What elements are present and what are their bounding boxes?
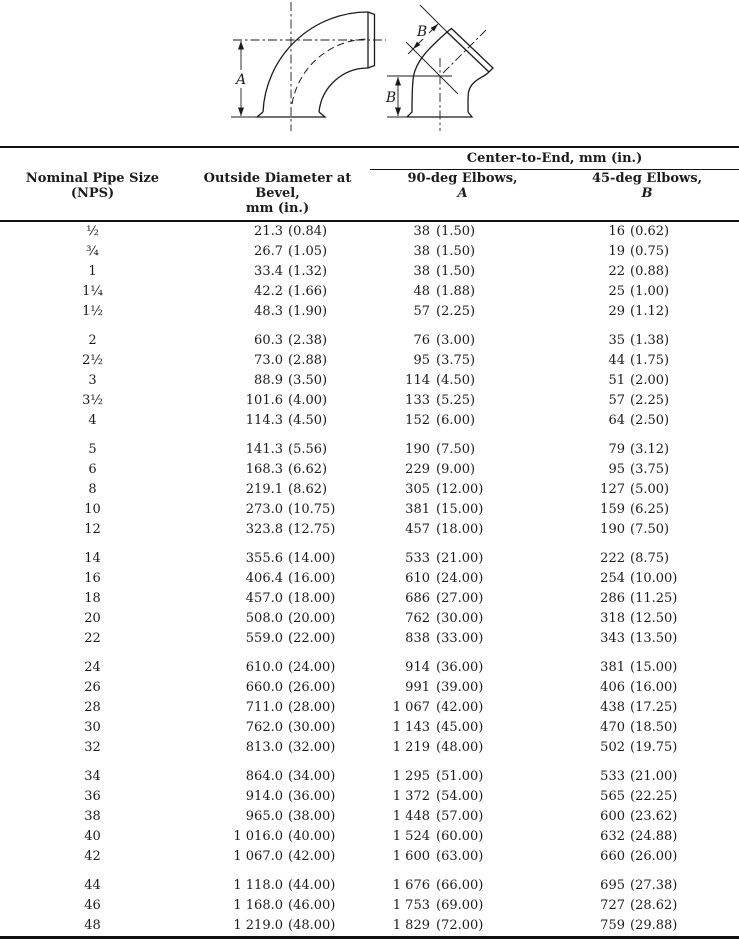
nps-cell: 46 [84, 897, 101, 913]
nps-cell: 3 [88, 372, 97, 388]
header-spacer [0, 147, 370, 170]
center-to-end-header: Center-to-End, mm (in.) [370, 147, 739, 170]
nps-cell: 8 [88, 481, 97, 497]
elbow-45-centerlines [440, 30, 486, 131]
column-header-90deg-line1: 90-deg Elbows, [407, 171, 518, 186]
table-row [0, 827, 739, 847]
od-cell: 914.0 (36.00) [245, 788, 336, 804]
elbow45-cell: 127 (5.00) [600, 481, 670, 497]
nps-cell: 40 [84, 828, 101, 844]
elbow90-cell: 48 (1.88) [413, 283, 476, 299]
column-header-od-line1: Outside Diameter at Bevel, [203, 170, 352, 201]
elbow90-cell: 1 295 (51.00) [392, 768, 484, 784]
elbow90-cell: 533 (21.00) [405, 550, 484, 566]
elbow45-cell: 159 (6.25) [600, 501, 670, 517]
column-header-od [185, 170, 370, 221]
column-header-nps [0, 170, 185, 221]
elbow90-cell: 38 (1.50) [413, 223, 476, 239]
elbow45-cell: 190 (7.50) [600, 521, 670, 537]
elbow45-cell: 727 (28.62) [600, 897, 678, 913]
table-row [0, 629, 739, 649]
table-row [0, 242, 739, 262]
elbow45-cell: 16 (0.62) [608, 223, 670, 239]
elbow90-cell: 1 067 (42.00) [392, 699, 484, 715]
nps-cell: 12 [84, 521, 101, 537]
elbow90-cell: 762 (30.00) [405, 610, 484, 626]
table-body [0, 221, 739, 938]
elbow90-cell: 1 372 (54.00) [392, 788, 484, 804]
elbow90-cell: 133 (5.25) [405, 392, 476, 408]
od-cell: 114.3 (4.50) [245, 412, 328, 428]
od-cell: 559.0 (22.00) [245, 630, 336, 646]
nps-cell: 42 [84, 848, 101, 864]
od-cell: 610.0 (24.00) [245, 659, 336, 675]
od-cell: 101.6 (4.00) [245, 392, 328, 408]
elbow45-cell: 343 (13.50) [600, 630, 678, 646]
od-cell: 42.2 (1.66) [254, 283, 328, 299]
elbow45-cell: 565 (22.25) [600, 788, 678, 804]
elbow45-cell: 95 (3.75) [608, 461, 670, 477]
nps-cell: 2 [88, 332, 97, 348]
elbow45-cell: 22 (0.88) [608, 263, 670, 279]
od-cell: 26.7 (1.05) [254, 243, 328, 259]
od-cell: 33.4 (1.32) [254, 263, 328, 279]
elbow45-cell: 19 (0.75) [608, 243, 670, 259]
elbow90-cell: 610 (24.00) [405, 570, 484, 586]
elbow45-cell: 660 (26.00) [600, 848, 678, 864]
elbow45-cell: 44 (1.75) [608, 352, 670, 368]
elbow45-cell: 759 (29.88) [600, 917, 678, 933]
elbow-dimensions-table [0, 146, 739, 939]
table-row [0, 649, 739, 678]
column-header-od-line2: mm (in.) [245, 200, 310, 216]
elbow90-cell: 305 (12.00) [405, 481, 484, 497]
table-row [0, 807, 739, 827]
elbow45-cell: 222 (8.75) [600, 550, 670, 566]
elbow-90-drawing [257, 12, 375, 117]
elbow45-cell: 57 (2.25) [608, 392, 670, 408]
elbow90-cell: 381 (15.00) [405, 501, 484, 517]
table-row [0, 480, 739, 500]
table-row [0, 589, 739, 609]
nps-cell: ½ [86, 223, 99, 239]
elbow90-cell: 38 (1.50) [413, 243, 476, 259]
elbow45-cell: 406 (16.00) [600, 679, 678, 695]
dim-label-b-upper: B [416, 24, 428, 40]
nps-cell: 32 [84, 739, 101, 755]
elbow45-cell: 533 (21.00) [600, 768, 678, 784]
table-row [0, 302, 739, 322]
od-cell: 48.3 (1.90) [254, 303, 328, 319]
od-cell: 1 016.0 (40.00) [233, 828, 336, 844]
od-cell: 141.3 (5.56) [245, 441, 328, 457]
table-row [0, 609, 739, 629]
dim-label-a: A [235, 72, 247, 88]
elbow90-cell: 457 (18.00) [405, 521, 484, 537]
elbow90-cell: 914 (36.00) [405, 659, 484, 675]
od-cell: 273.0 (10.75) [245, 501, 336, 517]
od-cell: 813.0 (32.00) [245, 739, 336, 755]
nps-cell: 38 [84, 808, 101, 824]
nps-cell: 4 [88, 412, 97, 428]
table-row [0, 787, 739, 807]
nps-cell: 5 [88, 441, 97, 457]
nps-cell: 24 [84, 659, 101, 675]
elbow90-cell: 1 448 (57.00) [392, 808, 484, 824]
od-cell: 21.3 (0.84) [254, 223, 328, 239]
elbow90-cell: 1 524 (60.00) [392, 828, 484, 844]
elbow90-cell: 229 (9.00) [405, 461, 476, 477]
table-row [0, 698, 739, 718]
elbow-figure [0, 0, 739, 146]
table-row [0, 867, 739, 896]
dim-label-b-lower: B [385, 90, 397, 106]
elbow45-cell: 632 (24.88) [600, 828, 678, 844]
elbow90-cell: 114 (4.50) [405, 372, 476, 388]
nps-cell: 36 [84, 788, 101, 804]
elbow90-cell: 152 (6.00) [405, 412, 476, 428]
table-row [0, 221, 739, 242]
table-row [0, 262, 739, 282]
elbow90-cell: 686 (27.00) [405, 590, 484, 606]
nps-cell: 26 [84, 679, 101, 695]
table-row [0, 569, 739, 589]
table-row [0, 371, 739, 391]
table-row [0, 896, 739, 916]
nps-cell: 2½ [82, 352, 103, 368]
elbow45-cell: 318 (12.50) [600, 610, 678, 626]
table-row [0, 282, 739, 302]
nps-cell: 16 [84, 570, 101, 586]
elbow90-cell: 190 (7.50) [405, 441, 476, 457]
elbow45-cell: 35 (1.38) [608, 332, 670, 348]
nps-cell: 1¼ [82, 283, 103, 299]
elbow90-cell: 1 143 (45.00) [392, 719, 484, 735]
elbow45-cell: 286 (11.25) [600, 590, 678, 606]
elbow45-cell: 25 (1.00) [608, 283, 670, 299]
column-header-45deg-line2: B [641, 186, 653, 201]
table-row [0, 411, 739, 431]
table-row [0, 540, 739, 569]
elbow45-cell: 600 (23.62) [600, 808, 678, 824]
nps-cell: 6 [88, 461, 97, 477]
elbow90-cell: 57 (2.25) [413, 303, 476, 319]
elbow45-cell: 438 (17.25) [600, 699, 678, 715]
elbow45-cell: 502 (19.75) [600, 739, 678, 755]
od-cell: 864.0 (34.00) [245, 768, 336, 784]
table-row [0, 758, 739, 787]
od-cell: 457.0 (18.00) [245, 590, 336, 606]
elbow45-cell: 29 (1.12) [608, 303, 670, 319]
elbow90-cell: 991 (39.00) [405, 679, 484, 695]
od-cell: 762.0 (30.00) [245, 719, 336, 735]
elbow90-cell: 1 219 (48.00) [392, 739, 484, 755]
elbow90-cell: 1 676 (66.00) [392, 877, 484, 893]
elbow90-cell: 1 600 (63.00) [392, 848, 484, 864]
od-cell: 60.3 (2.38) [254, 332, 328, 348]
table-row [0, 718, 739, 738]
elbow45-cell: 470 (18.50) [600, 719, 678, 735]
od-cell: 1 168.0 (46.00) [233, 897, 336, 913]
nps-cell: 1 [88, 263, 97, 279]
od-cell: 88.9 (3.50) [254, 372, 328, 388]
od-cell: 965.0 (38.00) [245, 808, 336, 824]
od-cell: 1 118.0 (44.00) [233, 877, 336, 893]
table-row [0, 916, 739, 938]
elbow-45-dimensions [385, 5, 458, 117]
nps-cell: 3½ [82, 392, 103, 408]
od-cell: 323.8 (12.75) [245, 521, 336, 537]
column-header-nps-line2: (NPS) [70, 185, 115, 201]
elbow90-cell: 95 (3.75) [413, 352, 476, 368]
column-header-90deg [370, 170, 555, 221]
elbow45-cell: 51 (2.00) [608, 372, 670, 388]
od-cell: 660.0 (26.00) [245, 679, 336, 695]
nps-cell: 34 [84, 768, 101, 784]
column-header-nps-line1: Nominal Pipe Size [25, 170, 160, 186]
column-header-45deg [555, 170, 739, 221]
elbow90-cell: 76 (3.00) [413, 332, 476, 348]
table-row [0, 847, 739, 867]
elbow-90-dimension [231, 41, 256, 117]
elbow90-cell: 838 (33.00) [405, 630, 484, 646]
table-header [0, 147, 739, 221]
od-cell: 355.6 (14.00) [245, 550, 336, 566]
elbow45-cell: 695 (27.38) [600, 877, 678, 893]
elbow90-cell: 1 753 (69.00) [392, 897, 484, 913]
table-row [0, 460, 739, 480]
table-row [0, 738, 739, 758]
column-header-90deg-line2: A [457, 186, 468, 201]
nps-cell: 28 [84, 699, 101, 715]
nps-cell: 44 [84, 877, 101, 893]
elbow45-cell: 381 (15.00) [600, 659, 678, 675]
nps-cell: 30 [84, 719, 101, 735]
nps-cell: 10 [84, 501, 101, 517]
column-header-45deg-line1: 45-deg Elbows, [591, 171, 703, 186]
elbow45-cell: 79 (3.12) [608, 441, 670, 457]
od-cell: 1 067.0 (42.00) [233, 848, 336, 864]
nps-cell: 14 [84, 550, 101, 566]
nps-cell: 18 [84, 590, 101, 606]
elbow45-cell: 64 (2.50) [608, 412, 670, 428]
table-row [0, 500, 739, 520]
nps-cell: 48 [84, 917, 101, 933]
table-row [0, 351, 739, 371]
nps-cell: ¾ [86, 243, 99, 259]
elbow90-cell: 1 829 (72.00) [392, 917, 484, 933]
od-cell: 168.3 (6.62) [245, 461, 328, 477]
od-cell: 73.0 (2.88) [254, 352, 328, 368]
od-cell: 711.0 (28.00) [245, 699, 336, 715]
elbow-90-centerlines [233, 2, 386, 131]
nps-cell: 20 [84, 610, 101, 626]
table-row [0, 520, 739, 540]
nps-cell: 22 [84, 630, 101, 646]
elbow45-cell: 254 (10.00) [600, 570, 678, 586]
elbow90-cell: 38 (1.50) [413, 263, 476, 279]
nps-cell: 1½ [82, 303, 103, 319]
elbow-drawings [0, 0, 739, 146]
od-cell: 219.1 (8.62) [245, 481, 328, 497]
od-cell: 1 219.0 (48.00) [233, 917, 336, 933]
od-cell: 508.0 (20.00) [245, 610, 336, 626]
table-row [0, 391, 739, 411]
table-row [0, 431, 739, 460]
od-cell: 406.4 (16.00) [245, 570, 336, 586]
table-row [0, 322, 739, 351]
table-row [0, 678, 739, 698]
